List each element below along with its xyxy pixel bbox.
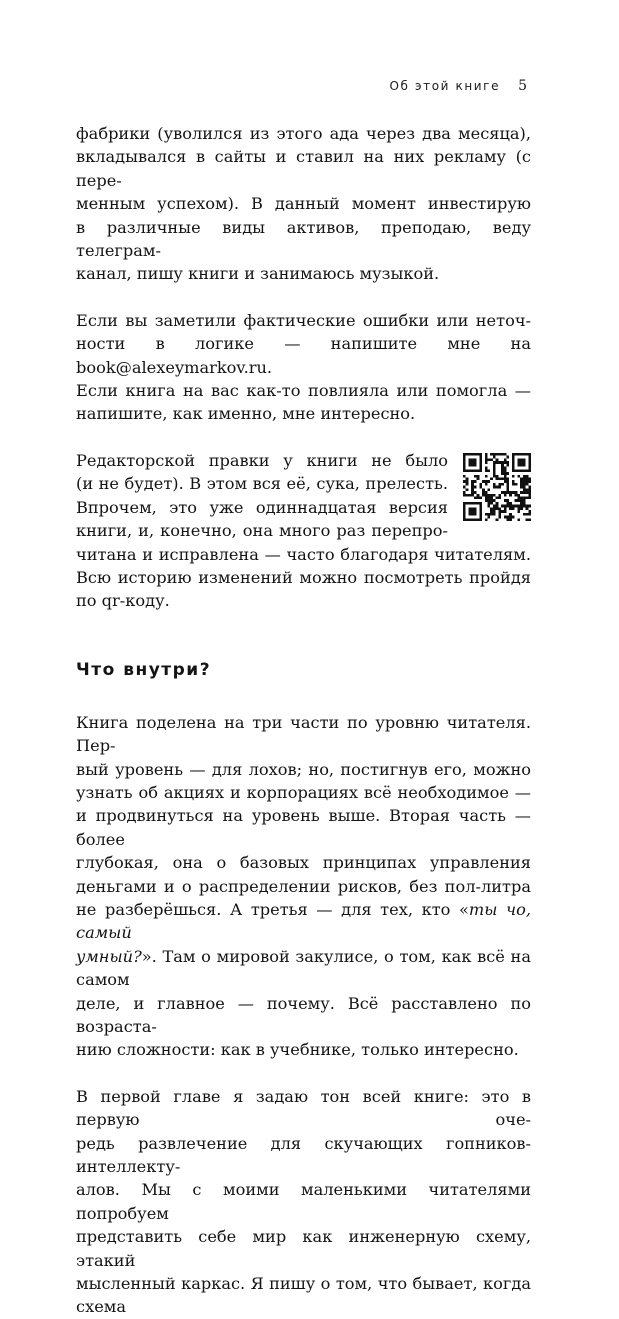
- qr-code[interactable]: [463, 453, 531, 521]
- text-line: [76, 898, 531, 945]
- text-line: в различные виды активов, преподаю, веду телеграм-: [76, 217, 531, 261]
- text-line: канал, пишу книги и занимаюсь музыкой.: [76, 264, 440, 284]
- text-line: Всю историю изменений можно посмотреть пройдя: [76, 567, 531, 587]
- text-line: глубокая, она о базовых принципах управления: [76, 853, 531, 873]
- text-span: ». Там о мировой закулисе, о том, как всё на самом: [76, 946, 531, 990]
- paragraph-editing: [76, 449, 531, 613]
- italic-quote: ты чо, самый: [76, 899, 532, 943]
- text-line: книги, и, конечно, она много раз перепро-: [76, 521, 448, 541]
- paragraph-author-bio: [76, 122, 531, 286]
- text-line: В первой главе я задаю тон всей книге: это в первую оче-: [76, 1086, 531, 1130]
- text-line: Книга поделена на три части по уровню читателя. Пер-: [76, 712, 531, 756]
- paragraph-first-chapter: [76, 1085, 531, 1319]
- text-line: представить себе мир как инженерную схему, этакий: [76, 1227, 531, 1270]
- paragraph-contact: [76, 309, 531, 426]
- text-line: деньгами и о распределении рисков, без пол-литра: [76, 876, 531, 896]
- text-line: узнать об акциях и корпорациях всё необходимое —: [76, 782, 531, 802]
- running-header: [390, 78, 528, 94]
- text-line: Впрочем, это уже одиннадцатая версия: [76, 497, 448, 517]
- page-number: 5: [518, 78, 527, 94]
- running-title: Об этой книге: [389, 79, 501, 93]
- page-content: [76, 122, 531, 1319]
- text-line: ности в логике — напишите мне на book@alexeymarkov.ru.: [76, 334, 531, 377]
- text-line: редь развлечение для скучающих гопников-интеллекту-: [76, 1133, 531, 1177]
- text-line: Редакторской правки у книги не было: [76, 450, 448, 470]
- text-line: менным успехом). В данный момент инвестирую: [76, 194, 531, 214]
- section-heading: Что внутри?: [76, 659, 212, 680]
- text-line: Если книга на вас как-то повлияла или помогла —: [76, 381, 531, 401]
- text-line: мысленный каркас. Я пишу о том, что бывает, когда схема: [76, 1274, 531, 1317]
- paragraph-book-structure: [76, 711, 531, 1062]
- text-line: по qr-коду.: [76, 591, 170, 611]
- text-line: нию сложности: как в учебнике, только интересно.: [76, 1040, 519, 1060]
- italic-quote: умный?: [76, 946, 142, 966]
- text-line: вкладывался в сайты и ставил на них рекламу (с пере-: [76, 147, 531, 190]
- text-line: деле, и главное — почему. Всё расставлено по возраста-: [76, 993, 531, 1036]
- text-line: Если вы заметили фактические ошибки или неточ-: [76, 310, 531, 330]
- text-line: алов. Мы с моими маленькими читателями попробуем: [76, 1180, 531, 1223]
- text-line: фабрики (уволился из этого ада через два месяца),: [76, 124, 531, 143]
- text-line: и продвинуться на уровень выше. Вторая часть — более: [76, 806, 531, 849]
- text-line: читана и исправлена — часто благодаря читателям.: [76, 544, 531, 564]
- text-line: вый уровень — для лохов; но, постигнув его, можно: [76, 759, 531, 779]
- text-line: (и не будет). В этом вся её, сука, прелесть.: [76, 474, 448, 494]
- text-line: [76, 945, 531, 992]
- text-line: напишите, как именно, мне интересно.: [76, 404, 416, 424]
- text-span: не разберёшься. А третья — для тех, кто «: [76, 899, 469, 919]
